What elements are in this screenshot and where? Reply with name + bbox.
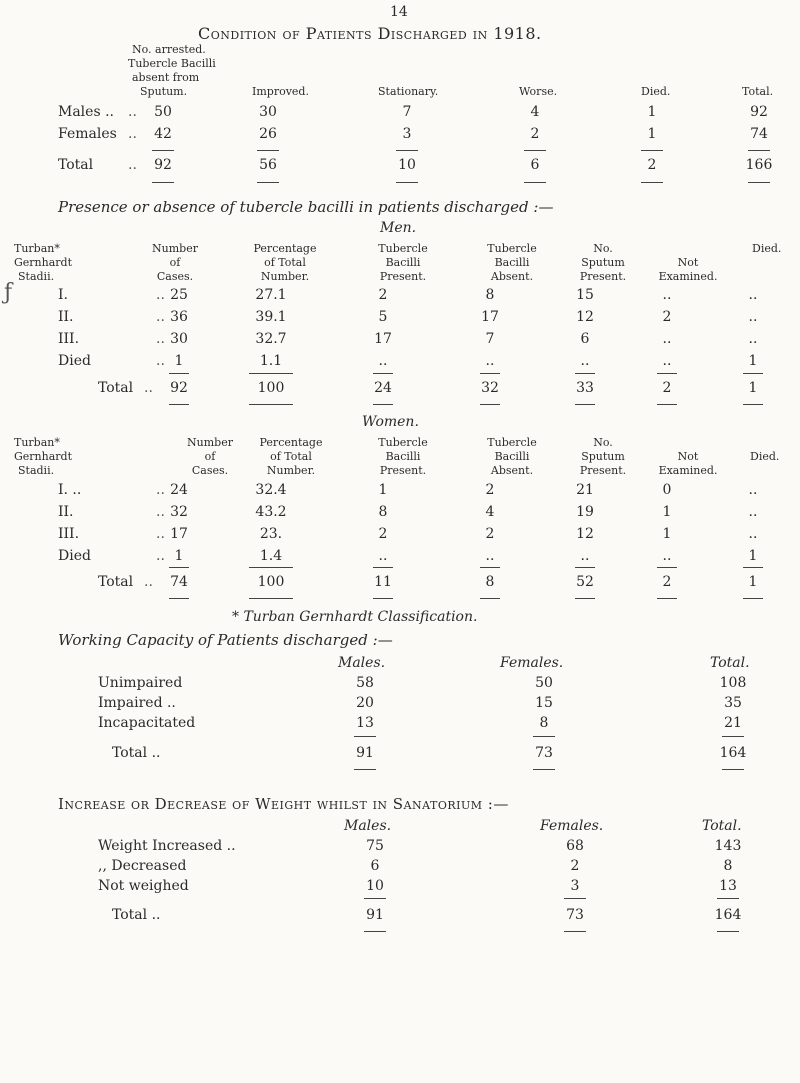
cell: .. (662, 353, 672, 369)
cell: 1.1 (259, 353, 283, 369)
rule (373, 598, 393, 599)
row-leader: .. (156, 353, 165, 369)
present-header: Tubercle (378, 242, 428, 255)
cell: .. (485, 548, 495, 564)
stage-header: Gernhardt (14, 256, 73, 269)
stage-label: I. .. (58, 482, 82, 498)
cell: .. (748, 309, 758, 325)
cell: 92 (750, 104, 768, 120)
cell: 4 (485, 504, 495, 520)
present-header: Present. (379, 270, 427, 283)
cell: 1.4 (259, 548, 283, 564)
cell: 27.1 (255, 287, 287, 303)
header-sputum-1: No. arrested. (132, 43, 206, 56)
rule (364, 931, 386, 932)
sputum-header: Present. (579, 464, 627, 477)
rule (657, 598, 677, 599)
cell: 2 (570, 858, 580, 874)
cell: 50 (154, 104, 172, 120)
col-females: Females. (540, 818, 604, 834)
rule (575, 373, 595, 374)
cell: 6 (530, 157, 540, 173)
rule (657, 373, 677, 374)
col-total: Total. (702, 818, 742, 834)
cell: 32.4 (255, 482, 287, 498)
cell: .. (748, 287, 758, 303)
row-label: Total (58, 157, 94, 173)
men-total-label: Total (98, 380, 134, 396)
sputum-header: No. (593, 436, 613, 449)
cell: 15 (576, 287, 594, 303)
rule (743, 373, 763, 374)
percentage-header: Percentage (253, 242, 317, 255)
rule (169, 598, 189, 599)
rule (657, 567, 677, 568)
cell: .. (662, 287, 672, 303)
cell: .. (662, 548, 672, 564)
cell: .. (378, 548, 388, 564)
row-leader: .. (156, 526, 165, 542)
rule (354, 769, 376, 770)
cell: 6 (580, 331, 590, 347)
rule (743, 404, 763, 405)
stage-label: Died (58, 548, 91, 564)
row-label: Total .. (112, 745, 161, 761)
rule (743, 598, 763, 599)
absent-header: Bacilli (494, 450, 530, 463)
rule (169, 373, 189, 374)
cell: 5 (378, 309, 388, 325)
cell: 92 (154, 157, 172, 173)
section1-title: Condition of Patients Discharged in 1918. (198, 24, 542, 43)
cell: 17 (374, 331, 392, 347)
rule (373, 567, 393, 568)
cell: 10 (398, 157, 416, 173)
col-total: Total. (710, 655, 750, 671)
cell: 1 (748, 548, 758, 564)
cases-header: of (204, 450, 216, 463)
stage-header: Turban* (14, 436, 60, 449)
cell: 73 (566, 907, 584, 923)
cell: .. (580, 353, 590, 369)
cell: 2 (647, 157, 657, 173)
cell: 35 (724, 695, 742, 711)
cell: 42 (154, 126, 172, 142)
cell: 3 (570, 878, 580, 894)
row-label: ,, Decreased (98, 858, 187, 874)
present-header: Tubercle (378, 436, 428, 449)
cell: .. (748, 331, 758, 347)
row-leader: .. (128, 104, 137, 120)
cell: 143 (714, 838, 742, 854)
cell: 32.7 (255, 331, 287, 347)
row-label: Impaired .. (98, 695, 176, 711)
not-examined-header: Not (677, 450, 699, 463)
page-number: 14 (390, 4, 408, 20)
stage-header: Stadii. (18, 270, 55, 283)
stage-header: Turban* (14, 242, 60, 255)
row-leader: .. (156, 548, 165, 564)
cell: 8 (539, 715, 549, 731)
rule (575, 404, 595, 405)
cell: 58 (356, 675, 374, 691)
rule (373, 404, 393, 405)
cell: .. (662, 331, 672, 347)
rule (249, 567, 293, 568)
cell: 43.2 (255, 504, 287, 520)
cell: 7 (485, 331, 495, 347)
cell: 0 (662, 482, 672, 498)
header-stationary: Stationary. (378, 85, 439, 98)
row-label: Males .. (58, 104, 114, 120)
cell: 33 (576, 380, 594, 396)
cell: 17 (170, 526, 188, 542)
row-label: Unimpaired (98, 675, 183, 691)
cell: 19 (576, 504, 594, 520)
cell: 1 (748, 380, 758, 396)
cell: 2 (378, 526, 388, 542)
cell: 108 (719, 675, 747, 691)
cell: 100 (257, 574, 285, 590)
rule (722, 769, 744, 770)
cell: 1 (174, 548, 184, 564)
cell: 24 (374, 380, 392, 396)
cell: 100 (257, 380, 285, 396)
sputum-header: Sputum (581, 256, 625, 269)
not-examined-header: Not (677, 256, 699, 269)
cell: 8 (378, 504, 388, 520)
cases-header: Number (152, 242, 198, 255)
cell: 39.1 (255, 309, 287, 325)
cell: .. (748, 504, 758, 520)
cell: 92 (170, 380, 188, 396)
sputum-header: Present. (579, 270, 627, 283)
col-females: Females. (500, 655, 564, 671)
cell: 30 (259, 104, 277, 120)
row-leader: .. (156, 331, 165, 347)
percentage-header: Number. (266, 464, 316, 477)
row-leader: .. (156, 309, 165, 325)
rule (575, 567, 595, 568)
header-worse: Worse. (519, 85, 558, 98)
cell: 4 (530, 104, 540, 120)
row-leader: .. (156, 482, 165, 498)
rule (364, 898, 386, 899)
cell: 73 (535, 745, 553, 761)
rule (717, 898, 739, 899)
cell: 1 (748, 574, 758, 590)
row-leader: .. (156, 287, 165, 303)
percentage-header: of Total (270, 450, 312, 463)
cell: 1 (647, 126, 657, 142)
cell: .. (485, 353, 495, 369)
percentage-header: Number. (260, 270, 310, 283)
cell: 12 (576, 526, 594, 542)
rule (533, 769, 555, 770)
header-sputum-3: absent from (132, 71, 200, 84)
cell: 6 (370, 858, 380, 874)
footnote: * Turban Gernhardt Classification. (232, 609, 478, 625)
total-leader: .. (144, 380, 153, 396)
cell: 56 (259, 157, 277, 173)
cell: 1 (748, 353, 758, 369)
absent-header: Tubercle (487, 242, 537, 255)
cases-header: Cases. (156, 270, 194, 283)
header-sputum-4: Sputum. (140, 85, 188, 98)
cell: 21 (724, 715, 742, 731)
header-died: Died. (641, 85, 671, 98)
cell: 21 (576, 482, 594, 498)
rule (564, 931, 586, 932)
cell: 166 (745, 157, 773, 173)
cell: 8 (485, 574, 495, 590)
cell: 2 (485, 526, 495, 542)
rule (564, 898, 586, 899)
cell: 10 (366, 878, 384, 894)
stage-label: III. (58, 331, 80, 347)
cell: 164 (719, 745, 747, 761)
header-improved: Improved. (252, 85, 309, 98)
absent-header: Tubercle (487, 436, 537, 449)
cell: 50 (535, 675, 553, 691)
cell: 23. (259, 526, 283, 542)
cell: 74 (170, 574, 188, 590)
margin-mark: ƒ (4, 280, 13, 305)
died-header: Died. (752, 242, 782, 255)
cell: 32 (170, 504, 188, 520)
total-leader: .. (144, 574, 153, 590)
cell: 30 (170, 331, 188, 347)
cases-header: Number (187, 436, 233, 449)
cell: 20 (356, 695, 374, 711)
rule (480, 404, 500, 405)
cell: 32 (481, 380, 499, 396)
cell: 1 (662, 504, 672, 520)
row-label: Total .. (112, 907, 161, 923)
rule (373, 373, 393, 374)
cell: 8 (723, 858, 733, 874)
cell: 13 (719, 878, 737, 894)
row-leader: .. (128, 126, 137, 142)
percentage-header: Percentage (259, 436, 323, 449)
sputum-header: Sputum (581, 450, 625, 463)
rule (249, 404, 293, 405)
stage-label: II. (58, 504, 74, 520)
rule (249, 598, 293, 599)
rule (743, 567, 763, 568)
cell: 91 (366, 907, 384, 923)
cell: 2 (662, 380, 672, 396)
cell: 91 (356, 745, 374, 761)
rule (169, 404, 189, 405)
cell: 3 (402, 126, 412, 142)
rule (717, 931, 739, 932)
cell: 1 (662, 526, 672, 542)
rule (480, 598, 500, 599)
rule (354, 736, 376, 737)
cell: 1 (647, 104, 657, 120)
col-males: Males. (344, 818, 392, 834)
rule (480, 373, 500, 374)
absent-header: Bacilli (494, 256, 530, 269)
col-males: Males. (338, 655, 386, 671)
men-title: Men. (380, 220, 417, 236)
section3-title: Working Capacity of Patients discharged :— (58, 631, 393, 649)
cell: 15 (535, 695, 553, 711)
cell: 25 (170, 287, 188, 303)
cell: .. (378, 353, 388, 369)
cell: .. (748, 526, 758, 542)
row-label: Weight Increased .. (98, 838, 236, 854)
cell: 12 (576, 309, 594, 325)
cell: 36 (170, 309, 188, 325)
not-examined-header: Examined. (658, 270, 718, 283)
rule (169, 567, 189, 568)
cell: 2 (485, 482, 495, 498)
rule (249, 373, 293, 374)
died-header: Died. (750, 450, 780, 463)
cell: 74 (750, 126, 768, 142)
cell: 11 (374, 574, 392, 590)
row-leader: .. (128, 157, 137, 173)
percentage-header: of Total (264, 256, 306, 269)
rule (722, 736, 744, 737)
cell: 8 (485, 287, 495, 303)
present-header: Bacilli (385, 450, 421, 463)
row-label: Females (58, 126, 117, 142)
row-label: Not weighed (98, 878, 189, 894)
rule (657, 404, 677, 405)
stage-label: Died (58, 353, 91, 369)
section4-title: Increase or Decrease of Weight whilst in Sanatorium :— (58, 795, 509, 813)
cell: 2 (530, 126, 540, 142)
stage-header: Gernhardt (14, 450, 73, 463)
stage-label: II. (58, 309, 74, 325)
cell: 68 (566, 838, 584, 854)
cell: 2 (378, 287, 388, 303)
cases-header: Cases. (191, 464, 229, 477)
present-header: Present. (379, 464, 427, 477)
rule (533, 736, 555, 737)
women-title: Women. (362, 414, 419, 430)
cell: .. (580, 548, 590, 564)
cell: 52 (576, 574, 594, 590)
cell: 7 (402, 104, 412, 120)
cell: 75 (366, 838, 384, 854)
cell: 1 (174, 353, 184, 369)
cases-header: of (169, 256, 181, 269)
cell: 13 (356, 715, 374, 731)
header-total: Total. (742, 85, 774, 98)
row-leader: .. (156, 504, 165, 520)
stage-label: III. (58, 526, 80, 542)
cell: 24 (170, 482, 188, 498)
section2-title: Presence or absence of tubercle bacilli in patients discharged :— (58, 198, 554, 216)
cell: .. (748, 482, 758, 498)
sputum-header: No. (593, 242, 613, 255)
cell: 26 (259, 126, 277, 142)
rule (480, 567, 500, 568)
row-label: Incapacitated (98, 715, 196, 731)
cell: 2 (662, 574, 672, 590)
cell: 17 (481, 309, 499, 325)
women-total-label: Total (98, 574, 134, 590)
rule (575, 598, 595, 599)
stage-label: I. (58, 287, 68, 303)
absent-header: Absent. (490, 464, 534, 477)
header-sputum-2: Tubercle Bacilli (128, 57, 216, 70)
stage-header: Stadii. (18, 464, 55, 477)
cell: 2 (662, 309, 672, 325)
cell: 1 (378, 482, 388, 498)
not-examined-header: Examined. (658, 464, 718, 477)
cell: 164 (714, 907, 742, 923)
absent-header: Absent. (490, 270, 534, 283)
present-header: Bacilli (385, 256, 421, 269)
